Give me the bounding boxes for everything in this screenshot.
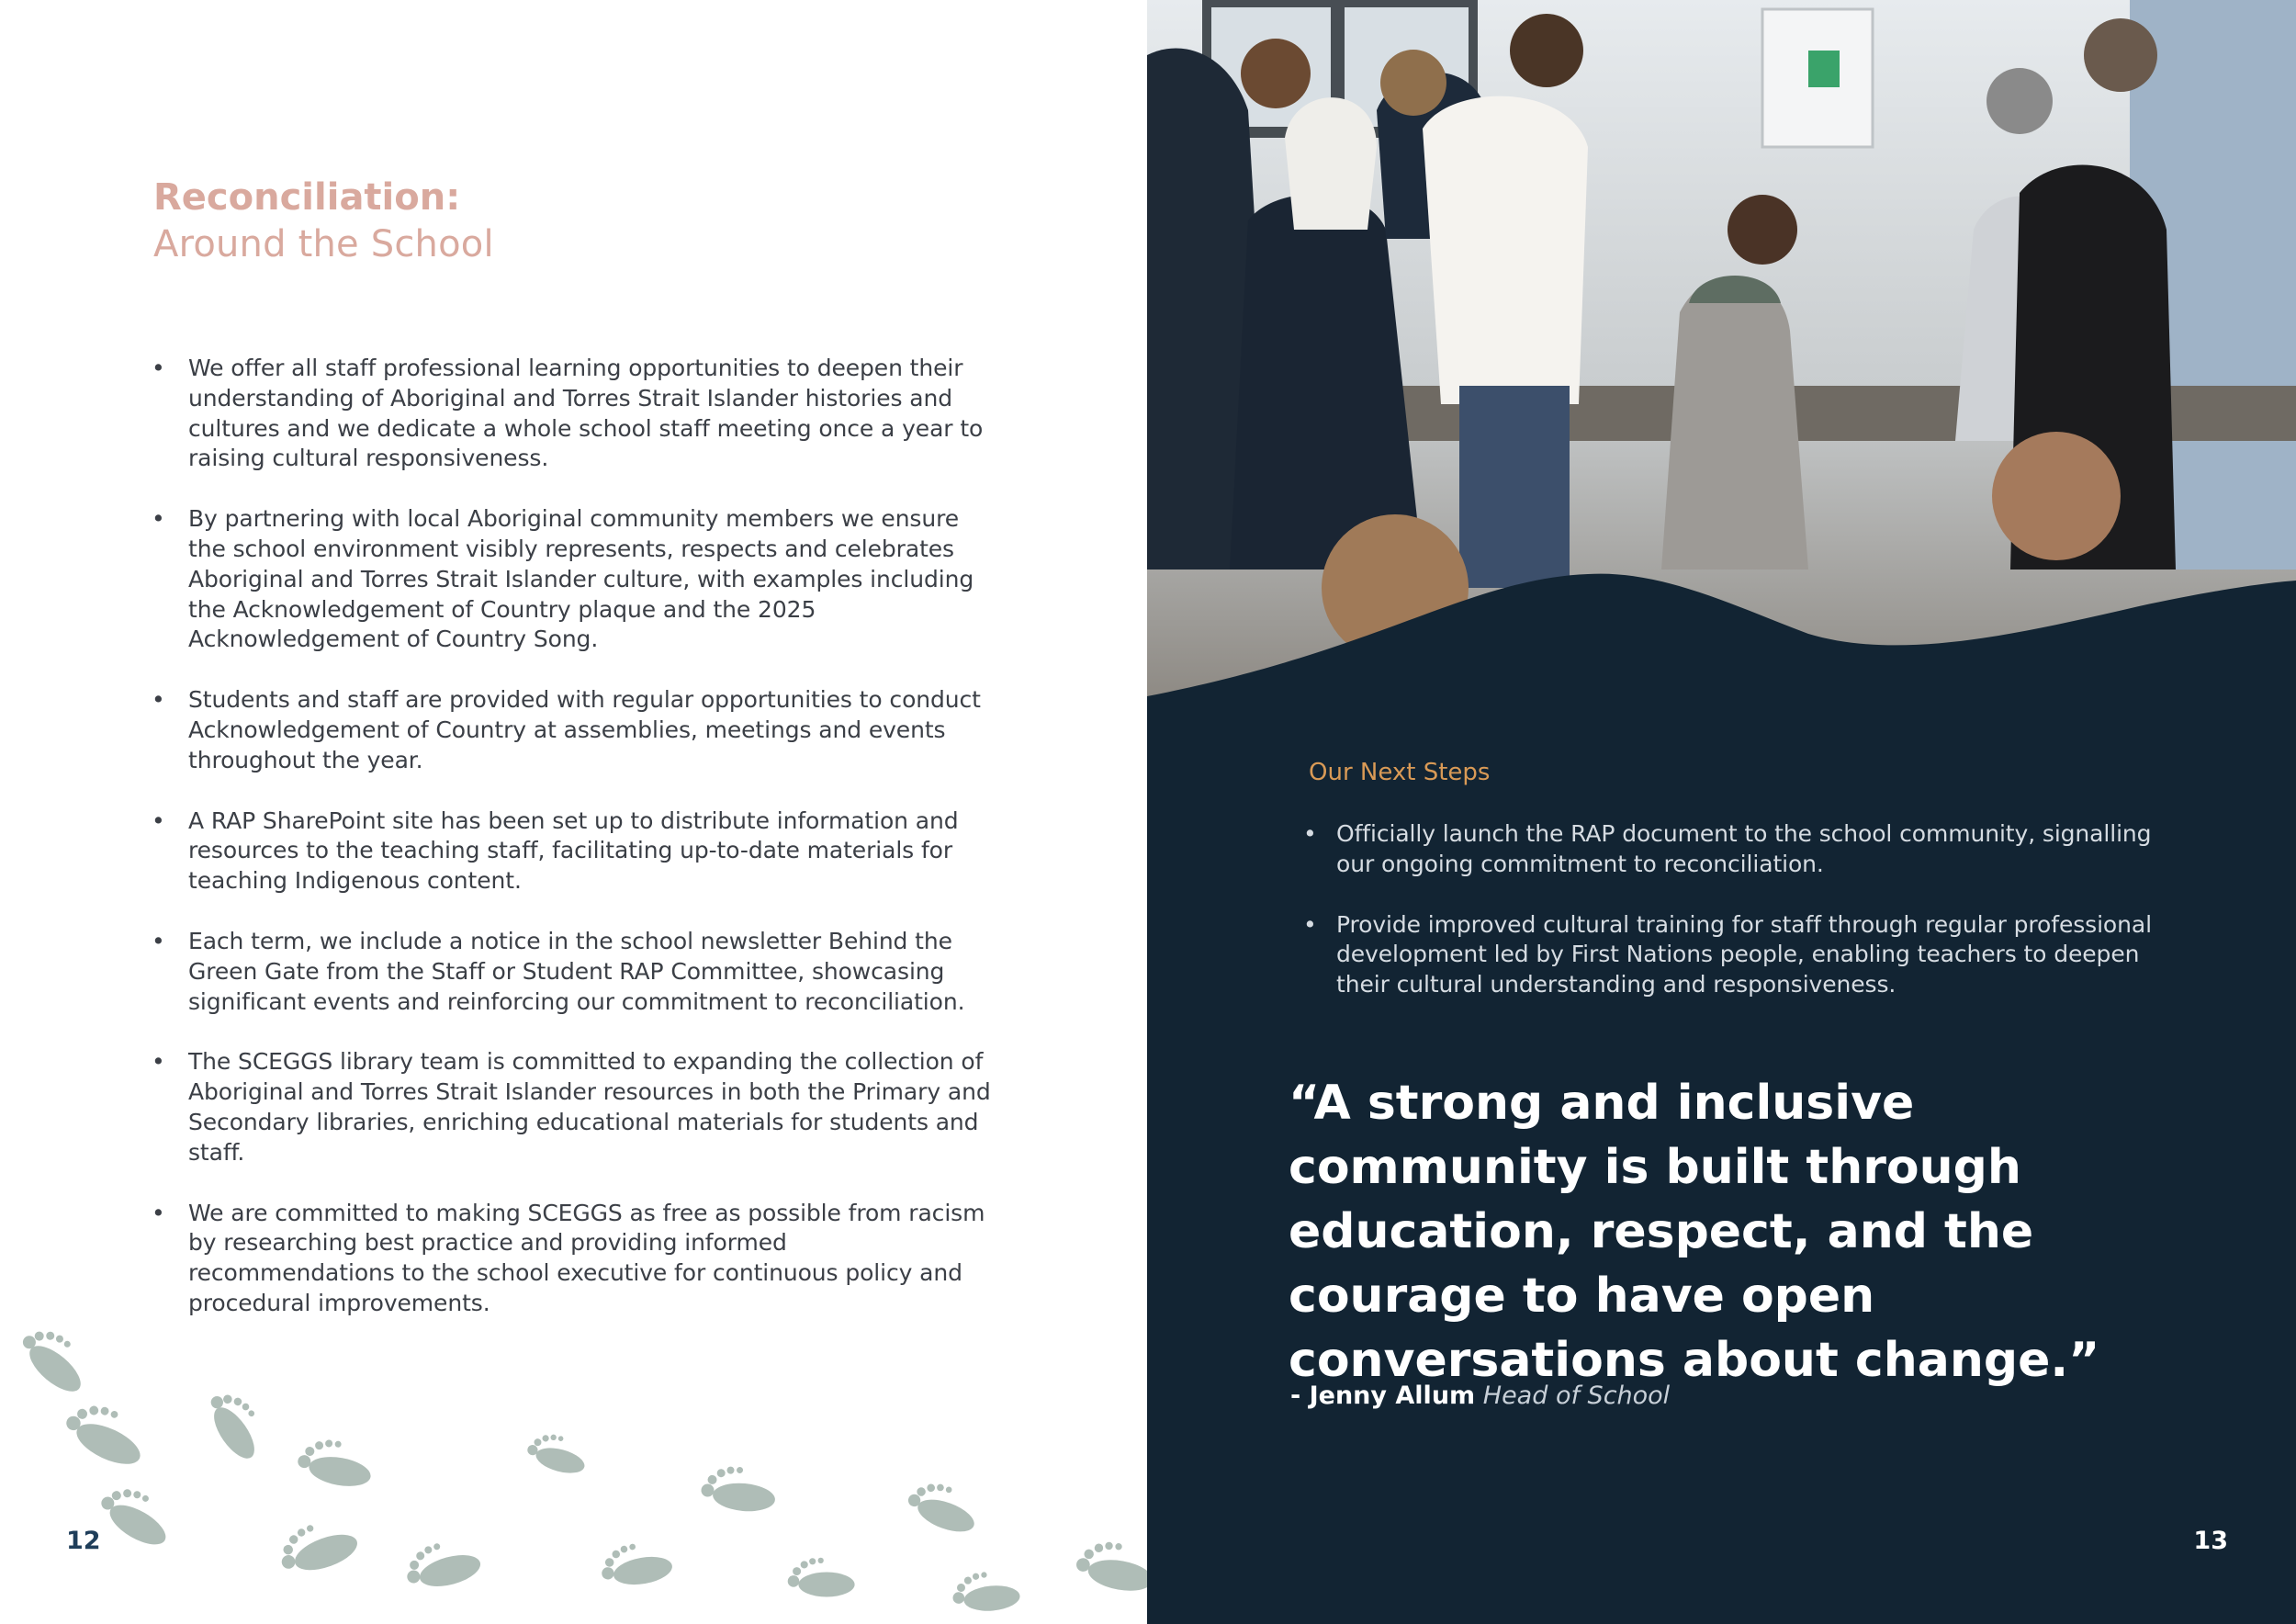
- title-line-2: Around the School: [153, 223, 494, 265]
- footprint: [788, 1558, 855, 1597]
- attribution-role: Head of School: [1482, 1382, 1671, 1410]
- list-item: • The SCEGGS library team is committed to expanding the collection of Aboriginal and Torres Strait Islander resources in both the Primary and Secondary libraries, enriching educational materials for students and staff.: [152, 1047, 996, 1167]
- list-item: • A RAP SharePoint site has been set up to distribute information and resources to the teaching staff, facilitating up-to-date materials for teaching Indigenous content.: [152, 806, 996, 897]
- initiatives-list: [152, 354, 996, 1349]
- footprint: [903, 1475, 984, 1539]
- list-item: • We offer all staff professional learning opportunities to deepen their understanding of Aboriginal and Torres Strait Islander histories and cultures and we dedicate a whole school staff meeting once a year to raising cultural responsiveness.: [152, 354, 996, 474]
- footprints-decoration: [0, 1295, 1147, 1624]
- page-number: 12: [66, 1527, 101, 1555]
- footprint: [59, 1394, 153, 1472]
- title-line-1: Reconciliation:: [153, 176, 461, 219]
- footprint: [400, 1534, 484, 1596]
- right-page: [1147, 0, 2296, 1624]
- footprint: [295, 1435, 376, 1491]
- footprint: [273, 1512, 362, 1582]
- list-item: • Provide improved cultural training for staff through regular professional development led by First Nations people, enabling teachers to deepen their cultural understanding and responsiveness.: [1303, 910, 2185, 1000]
- footprint: [524, 1428, 591, 1477]
- footprint: [13, 1318, 98, 1399]
- page-number: 13: [2193, 1527, 2228, 1555]
- classroom-photo: [1147, 0, 2296, 698]
- pull-quote: “A strong and inclusive community is built through education, respect, and the courage to have open conversations about change.”: [1289, 1076, 2100, 1388]
- list-item: • Students and staff are provided with regular opportunities to conduct Acknowledgement of Country at assemblies, meetings and events throughout the year.: [152, 685, 996, 775]
- footprint: [1074, 1537, 1147, 1596]
- next-steps-heading: Our Next Steps: [1309, 759, 1491, 786]
- list-item: • We are committed to making SCEGGS as free as possible from racism by researching best practice and providing informed recommendations to the school executive for continuous policy and procedural improvements.: [152, 1199, 996, 1319]
- list-item: • By partnering with local Aboriginal community members we ensure the school environment visibly represents, respects and celebrates Aboriginal and Torres Strait Islander culture, with examples including the Acknowledgement of Country plaque and the 2025 Acknowledgement of Country Song.: [152, 504, 996, 655]
- left-page: [0, 0, 1147, 1624]
- footprint: [700, 1464, 778, 1514]
- page-title: [153, 175, 494, 268]
- list-item: • Each term, we include a notice in the school newsletter Behind the Green Gate from the Staff or Student RAP Committee, showcasing significant events and reinforcing our commitment to reconciliation.: [152, 927, 996, 1017]
- footprint: [200, 1383, 275, 1465]
- footprint: [951, 1569, 1020, 1614]
- footprint: [94, 1477, 180, 1552]
- quote-attribution: [1290, 1382, 1670, 1410]
- footprint: [598, 1538, 675, 1591]
- next-steps-list: [1303, 819, 2185, 1031]
- list-item: • Officially launch the RAP document to the school community, signalling our ongoing commitment to reconciliation.: [1303, 819, 2185, 880]
- attribution-name: - Jenny Allum: [1290, 1382, 1476, 1410]
